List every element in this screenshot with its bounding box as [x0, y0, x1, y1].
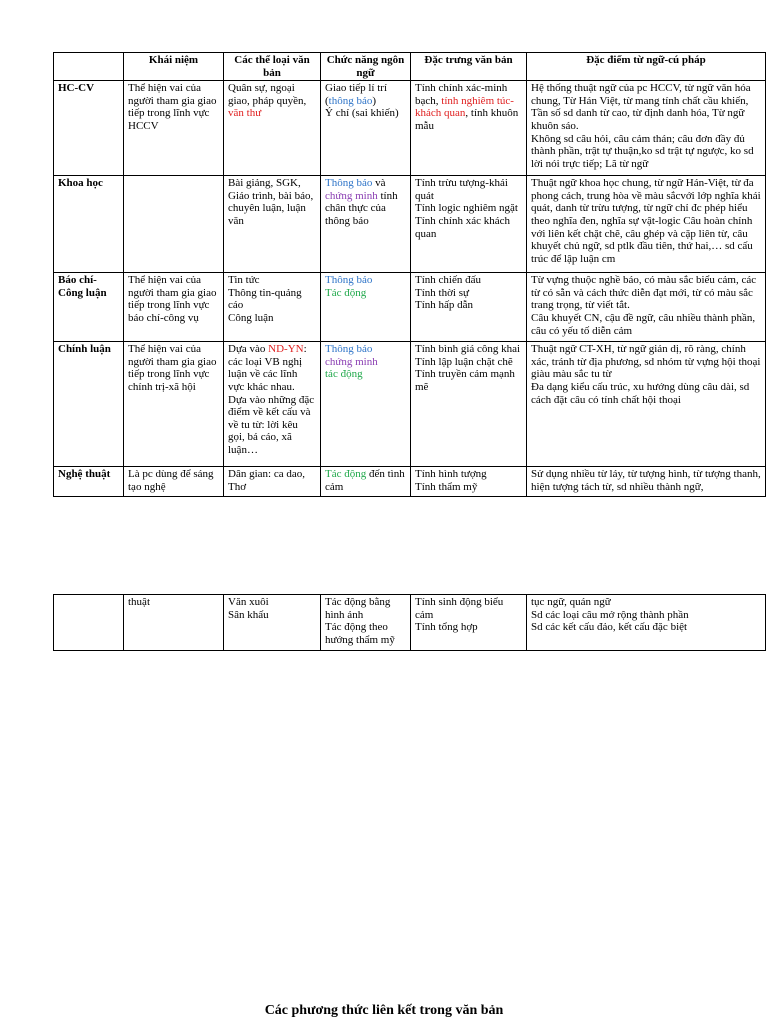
- cell-khai-niem: [124, 176, 224, 273]
- text-line: Từ vựng thuộc nghề báo, có màu sắc biểu cảm, các từ có sẵn và cách thức diễn đạt mới, từ có màu sắc trang trọng, từ viết tắt.: [531, 274, 757, 312]
- header-empty: [54, 53, 124, 81]
- cell-the-loai: Bài giảng, SGK, Giáo trình, bài báo, chuyên luận, luận văn: [224, 176, 321, 273]
- cell-the-loai: [224, 595, 321, 651]
- text-line: Tính chính xác khách quan: [415, 214, 510, 240]
- cell-khai-niem: Thể hiện vai của người tham gia giao tiếp trong lĩnh vực chính trị-xã hội: [124, 342, 224, 467]
- row-label: Báo chí-Công luận: [54, 273, 124, 342]
- text-line: Tính truyền cảm mạnh mẽ: [415, 368, 515, 393]
- text-line-green: tác động: [325, 368, 363, 381]
- table-row-bao-chi: [54, 273, 766, 342]
- text-line: Tính hình tượng: [415, 468, 487, 481]
- header-row: [54, 53, 766, 81]
- cell-dac-trung: [411, 342, 527, 467]
- cell-dac-diem: [527, 81, 766, 176]
- table-row-khoa-hoc: [54, 176, 766, 273]
- text-block: Thể hiện vai của người tham gia giao tiếp trong lĩnh vực báo chí-công vụ: [128, 274, 217, 324]
- text-span-red: tính nghiêm túc-khách quan: [415, 94, 514, 120]
- cell-dac-trung: [411, 595, 527, 651]
- text-span: Giao tiếp lí trí (: [325, 82, 388, 107]
- cell-chuc-nang: [321, 176, 411, 273]
- text-span: đến tình cảm: [325, 468, 405, 493]
- text-line-blue: Thông báo: [325, 274, 373, 287]
- style-comparison-table: [53, 52, 766, 497]
- text-line: Tính sinh động biểu cảm: [415, 596, 504, 621]
- text-line: Dựa vào những đặc điểm về kết cấu và về tu từ: lời kêu gọi, bá cáo, xã luận…: [228, 393, 315, 456]
- text-line: Sd các loại câu mở rộng thành phần: [531, 608, 689, 621]
- cell-dac-trung: [411, 176, 527, 273]
- cell-khai-niem: Thể hiện vai của người tham gia giao tiếp trong lĩnh vực HCCV: [124, 81, 224, 176]
- text-line: Tính hấp dẫn: [415, 299, 474, 312]
- text-span: Ý chí (sai khiến): [325, 107, 399, 120]
- text-line: Thơ: [228, 480, 247, 493]
- cell-dac-trung: [411, 81, 527, 176]
- text-line: Thông tin-quảng cáo: [228, 286, 302, 312]
- text-span: Tính chính xác-minh bạch,: [415, 82, 508, 107]
- text-span-purple: chứng minh: [325, 189, 378, 202]
- header-khai-niem: Khái niệm: [124, 53, 224, 81]
- text-line: Tác động theo hướng thẩm mỹ: [325, 621, 395, 646]
- text-span-red: ND-YN: [268, 343, 304, 356]
- text-line: Hệ thống thuật ngữ của pc HCCV, từ ngữ văn hóa chung, Từ Hán Việt, từ mang tính chất cầu khiến, Tần số sd danh từ cao, từ định danh hóa, Từ ngữ khuôn sáo.: [531, 82, 751, 132]
- text-span-red: văn thư: [228, 107, 262, 120]
- text-line-blue: Thông báo: [325, 343, 373, 356]
- text-line-purple: chứng minh: [325, 355, 378, 368]
- cell-the-loai: [224, 342, 321, 467]
- text-line: Tin tức: [228, 274, 260, 287]
- cell-chuc-nang: [321, 595, 411, 651]
- text-line: Tính bình giá công khai: [415, 343, 521, 356]
- cell-dac-trung: [411, 273, 527, 342]
- text-line: Tính thời sự: [415, 286, 469, 299]
- row-label: Chính luận: [54, 342, 124, 467]
- text-span: và: [372, 177, 386, 190]
- cell-dac-diem: [527, 342, 766, 467]
- text-line: Không sd câu hỏi, câu cảm thán; câu đơn đầy đủ thành phần, trật tự thuận,ko sd trật tự ngược, ko sd lời nói trực tiếp; Lã từ ngữ: [531, 132, 754, 170]
- cell-empty: [54, 595, 124, 651]
- cell-the-loai: [224, 467, 321, 497]
- table-row-nghe-thuat: [54, 467, 766, 497]
- text-line: Tính chiến đấu: [415, 274, 481, 287]
- text-line: Công luận: [228, 311, 274, 324]
- text-line-green: Tác động: [325, 286, 367, 299]
- text-line: Tính tổng hợp: [415, 621, 478, 634]
- cell-khai-niem: [124, 273, 224, 342]
- text-span: Quân sự, ngoại giao, pháp quyền,: [228, 82, 307, 107]
- text-span: tính chân thực của thông báo: [325, 189, 398, 227]
- text-line: Tính lập luận chặt chẽ: [415, 355, 513, 368]
- cell-dac-diem: [527, 595, 766, 651]
- section-heading: Các phương thức liên kết trong văn bản: [264, 1003, 504, 1018]
- text-span-green: Tác động: [325, 468, 367, 481]
- table-row-hccv: [54, 81, 766, 176]
- text-line: Tính logic nghiêm ngặt: [415, 202, 518, 215]
- text-line: Tính trừu tượng-khái quát: [415, 177, 508, 202]
- cell-the-loai: [224, 273, 321, 342]
- text-line: Câu khuyết CN, cậu đề ngữ, câu nhiều thành phần, câu có yếu tố diễn cảm: [531, 311, 756, 337]
- text-line: Thuật ngữ CT-XH, từ ngữ giản dị, rõ ràng, chính xác, tránh từ địa phương, sd nhóm từ vựng hội thoại giàu màu sắc tu từ: [531, 343, 761, 381]
- row-label: Nghệ thuật: [54, 467, 124, 497]
- text-line: Sd các kết cấu đảo, kết cấu đặc biệt: [531, 621, 688, 634]
- text-span: : các loại VB nghị luận về các lĩnh vực khác nhau.: [228, 343, 307, 393]
- text-span: , tính khuôn mẫu: [415, 107, 519, 132]
- table-row-continuation: [54, 595, 766, 651]
- cell-the-loai: [224, 81, 321, 176]
- cell-dac-diem: [527, 273, 766, 342]
- row-label: HC-CV: [54, 81, 124, 176]
- header-chuc-nang: Chức năng ngôn ngữ: [321, 53, 411, 81]
- text-line: Dân gian: ca dao,: [228, 468, 305, 481]
- cell-dac-diem: [527, 176, 766, 273]
- cell-chuc-nang: [321, 81, 411, 176]
- header-dac-trung: Đặc trưng văn bản: [411, 53, 527, 81]
- cell-khai-niem: Là pc dùng để sáng tạo nghệ: [124, 467, 224, 497]
- text-line: tục ngữ, quán ngữ: [531, 596, 611, 608]
- cell-dac-diem: [527, 467, 766, 497]
- cell-chuc-nang: [321, 342, 411, 467]
- table-row-chinh-luan: [54, 342, 766, 467]
- text-block: Thuật ngữ khoa học chung, từ ngữ Hán-Việt, từ đa phong cách, trung hòa về màu sắcvới lớp nghĩa khái quát, danh từ trừu tượng, từ ngữ chỉ đc phép hiểu theo nghĩa đen, nghĩa sự vật-logic Câu hoàn chỉnh với liên kết chặt chẽ, câu ghép và cặp liên từ, câu khuyết chủ ngữ, sd ptlk đầu tiên, thứ hai,… sd cấu trúc để lập luận cm: [531, 177, 761, 265]
- text-line: Văn xuôi: [228, 596, 269, 608]
- cell-dac-trung: [411, 467, 527, 497]
- text-line: Sân khấu: [228, 608, 269, 621]
- cell-khai-niem: thuật: [124, 595, 224, 651]
- text-span-blue: thông báo: [328, 94, 373, 107]
- text-span: Dựa vào: [228, 343, 269, 356]
- text-line: Tác động bằng hình ảnh: [325, 596, 391, 621]
- text-line: Đa dạng kiểu cấu trúc, xu hướng dùng câu dài, sd cách đặt câu có tính chất hội thoại: [531, 380, 750, 406]
- text-line: Tính thẩm mỹ: [415, 480, 478, 493]
- text-span-blue: Thông báo: [325, 177, 373, 190]
- continuation-table: [53, 594, 766, 651]
- header-dac-diem: Đặc điểm từ ngữ-cú pháp: [527, 53, 766, 81]
- cell-chuc-nang: [321, 467, 411, 497]
- header-the-loai: Các thể loại văn bản: [224, 53, 321, 81]
- cell-chuc-nang: [321, 273, 411, 342]
- text-block: Sử dụng nhiều từ láy, từ tượng hình, từ tượng thanh, hiện tượng tách từ, sd nhiều thành ngữ,: [531, 468, 761, 493]
- text-span: ): [372, 94, 377, 107]
- row-label: Khoa học: [54, 176, 124, 273]
